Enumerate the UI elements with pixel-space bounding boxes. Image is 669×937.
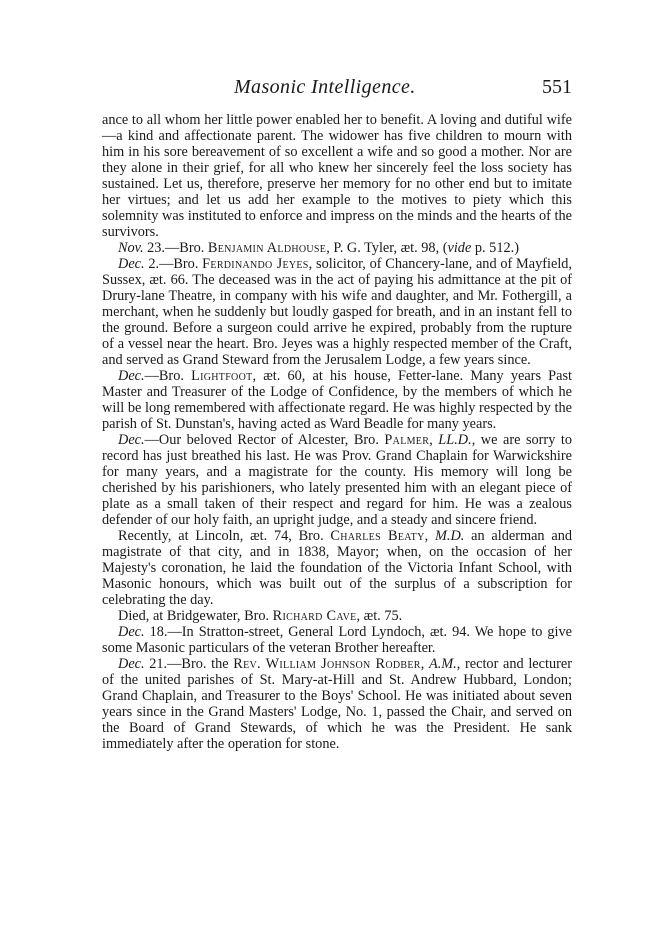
entry-beaty: Recently, at Lincoln, æt. 74, Bro. Charles Beaty, M.D. an alderman and magistrate of that city, and in 1838, Mayor; when, on the occasion of her Majesty's coronation, he laid the foundation of the Victoria Infant School, with Masonic honours, which was built out of the surplus of a subscription for celebrating the day. bbox=[102, 528, 572, 608]
paragraph-continuation: ance to all whom her little power enabled her to benefit. A loving and dutiful wife—a kind and affectionate parent. The widower has five children to mourn with him in his sore bereavement of so excellent a wife and so good a mother. Nor are they alone in their grief, for all who knew her sincerely feel the loss society has sustained. Let us, therefore, preserve her memory for no other end but to imitate her virtues; and let us add her example to the motives to piety which this solemnity was instituted to enforce and impress on the minds and the hearts of the survivors. bbox=[102, 112, 572, 240]
page-number: 551 bbox=[542, 76, 572, 98]
person-name: Lightfoot bbox=[191, 368, 253, 384]
entry-aldhouse: Nov. 23.—Bro. Benjamin Aldhouse, P. G. Tyler, æt. 98, (vide p. 512.) bbox=[118, 240, 519, 256]
running-title: Masonic Intelligence. bbox=[234, 76, 416, 98]
entry-palmer: Dec.—Our beloved Rector of Alcester, Bro. Palmer, LL.D., we are sorry to record has just breathed his last. He was Prov. Grand Chaplain for Warwickshire for many years, and a magistrate for the county. His memory will long be cherished by his parishioners, who lately presented him with an elegant piece of plate as a small taken of their respect and regard for him. He was a zealous defender of our holy faith, an upright judge, and a steady and sincere friend. bbox=[102, 432, 572, 528]
obituary-text bbox=[102, 112, 572, 752]
person-name: Ferdinando Jeyes bbox=[202, 256, 309, 272]
entry-rodber: Dec. 21.—Bro. the Rev. William Johnson Rodber, A.M., rector and lecturer of the united parishes of St. Mary-at-Hill and St. Andrew Hubbard, London; Grand Chaplain, and Treasurer to the Boys' School. He was initiated about seven years since in the Grand Masters' Lodge, No. 1, passed the Chair, and served on the Board of Grand Stewards, of which he was the President. He sank immediately after the operation for stone. bbox=[102, 656, 572, 752]
person-name: Richard Cave bbox=[272, 608, 357, 624]
entry-lightfoot: Dec.—Bro. Lightfoot, æt. 60, at his house, Fetter-lane. Many years Past Master and Treasurer of the Lodge of Confidence, by the members of which he will be long remembered with affectionate regard. He was highly respected by the parish of St. Dunstan's, having acted as Ward Beadle for many years. bbox=[102, 368, 573, 432]
entry-cave: Died, at Bridgewater, Bro. Richard Cave, æt. 75. bbox=[118, 608, 403, 624]
person-name: Palmer bbox=[384, 432, 430, 448]
page-header bbox=[102, 76, 572, 100]
person-name: Rev. William Johnson Rodber bbox=[233, 656, 421, 672]
entry-jeyes: Dec. 2.—Bro. Ferdinando Jeyes, solicitor, of Chancery-lane, and of Mayfield, Sussex, æt. 66. The deceased was in the act of paying his admittance at the pit of Drury-lane Theatre, in company with his wife and daughter, and Mr. Fothergill, a merchant, when he suddenly but loudly gasped for breath, and in an instant fell to the ground. Before a surgeon could arrive he expired, probably from the rupture of a vessel near the heart. Bro. Jeyes was a highly respected member of the Craft, and served as Grand Steward from the Jerusalem Lodge, a few years since. bbox=[102, 256, 573, 368]
person-name: Charles Beaty bbox=[330, 528, 425, 544]
person-name: Benjamin Aldhouse bbox=[207, 240, 327, 256]
entry-lyndoch: Dec. 18.—In Stratton-street, General Lord Lyndoch, æt. 94. We hope to give some Masonic particulars of the veteran Brother hereafter. bbox=[102, 624, 572, 656]
